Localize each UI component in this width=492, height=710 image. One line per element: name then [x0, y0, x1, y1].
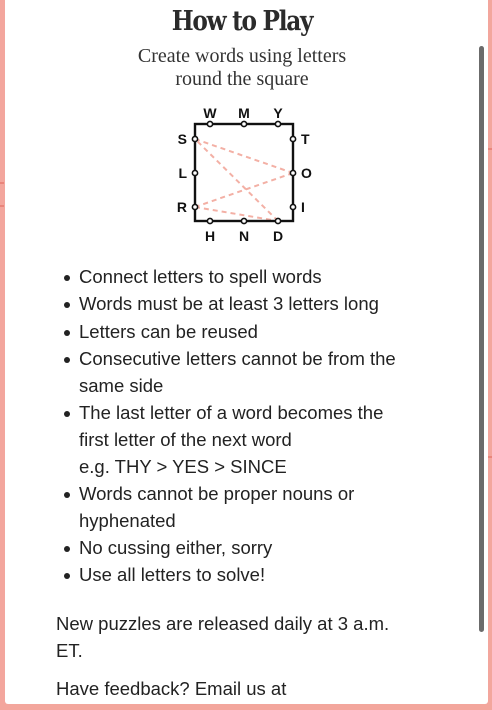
- rule-line: Letters can be reused: [79, 320, 258, 342]
- letter-label: T: [301, 131, 310, 147]
- rule-item: [79, 291, 449, 318]
- rule-line: Use all letters to solve!: [79, 564, 266, 586]
- subtitle-line: round the square: [175, 68, 309, 90]
- rules-list: [57, 264, 449, 590]
- letter-label: N: [238, 228, 250, 244]
- subtitle-line: Create words using letters: [137, 45, 347, 67]
- letter-dot: [290, 204, 295, 209]
- modal-scroll-content[interactable]: [5, 0, 479, 704]
- rule-item: [79, 319, 449, 346]
- backdrop-decoration: [488, 148, 492, 150]
- letter-label: W: [203, 105, 217, 121]
- letter-label: L: [178, 165, 187, 181]
- example-path-segment: [195, 173, 293, 207]
- letter-label: I: [301, 199, 305, 215]
- rule-item: [79, 535, 449, 562]
- rule-item: [79, 264, 449, 291]
- rule-line: Words cannot be proper nouns or: [79, 482, 355, 504]
- release-line: ET.: [56, 639, 83, 661]
- backdrop-decoration: [0, 182, 4, 184]
- letter-dot: [192, 136, 197, 141]
- rule-line: same side: [79, 374, 164, 396]
- rule-line: The last letter of a word becomes the: [79, 401, 384, 423]
- rule-line: Connect letters to spell words: [79, 266, 322, 287]
- letter-label: H: [204, 228, 216, 244]
- modal-title: How to Play: [171, 6, 313, 37]
- backdrop-decoration: [488, 456, 492, 458]
- rule-line: first letter of the next word: [79, 428, 292, 450]
- letter-label: S: [177, 131, 187, 147]
- letter-dot: [192, 170, 197, 175]
- example-word-path: [195, 139, 293, 221]
- letter-dot: [275, 121, 280, 126]
- example-path-segment: [195, 139, 293, 173]
- letter-labels: [177, 105, 312, 244]
- backdrop-decoration: [0, 205, 4, 207]
- modal-subtitle: [5, 45, 479, 91]
- rule-line: hyphenated: [79, 509, 176, 531]
- letter-label: D: [272, 228, 284, 244]
- modal-scrollbar[interactable]: [479, 46, 484, 632]
- letter-dot: [241, 121, 246, 126]
- release-line: New puzzles are released daily at 3 a.m.: [56, 613, 390, 634]
- letter-dot: [241, 218, 246, 223]
- letter-box-square: [195, 124, 293, 221]
- feedback-text: Have feedback? Email us at: [56, 678, 287, 699]
- letter-dot: [192, 204, 197, 209]
- letter-label: M: [238, 105, 250, 121]
- release-schedule-text: [56, 611, 416, 664]
- letter-label: Y: [273, 105, 283, 121]
- letter-box-diagram: [165, 100, 315, 248]
- letter-label: O: [301, 165, 312, 181]
- rule-item: [79, 481, 449, 535]
- rule-item: [79, 346, 449, 400]
- rule-item: [79, 562, 449, 589]
- rule-line: Words must be at least 3 letters long: [79, 293, 379, 315]
- letter-dot: [290, 170, 295, 175]
- rule-line: Consecutive letters cannot be from the: [79, 347, 396, 369]
- rule-line: e.g. THY > YES > SINCE: [79, 455, 287, 477]
- letter-dot: [290, 136, 295, 141]
- letter-dot: [275, 218, 280, 223]
- letter-dot: [207, 121, 212, 126]
- letter-dot: [207, 218, 212, 223]
- how-to-play-modal: [5, 0, 488, 704]
- rule-item: [79, 400, 449, 480]
- letter-label: R: [176, 199, 187, 215]
- rule-line: No cussing either, sorry: [79, 536, 273, 558]
